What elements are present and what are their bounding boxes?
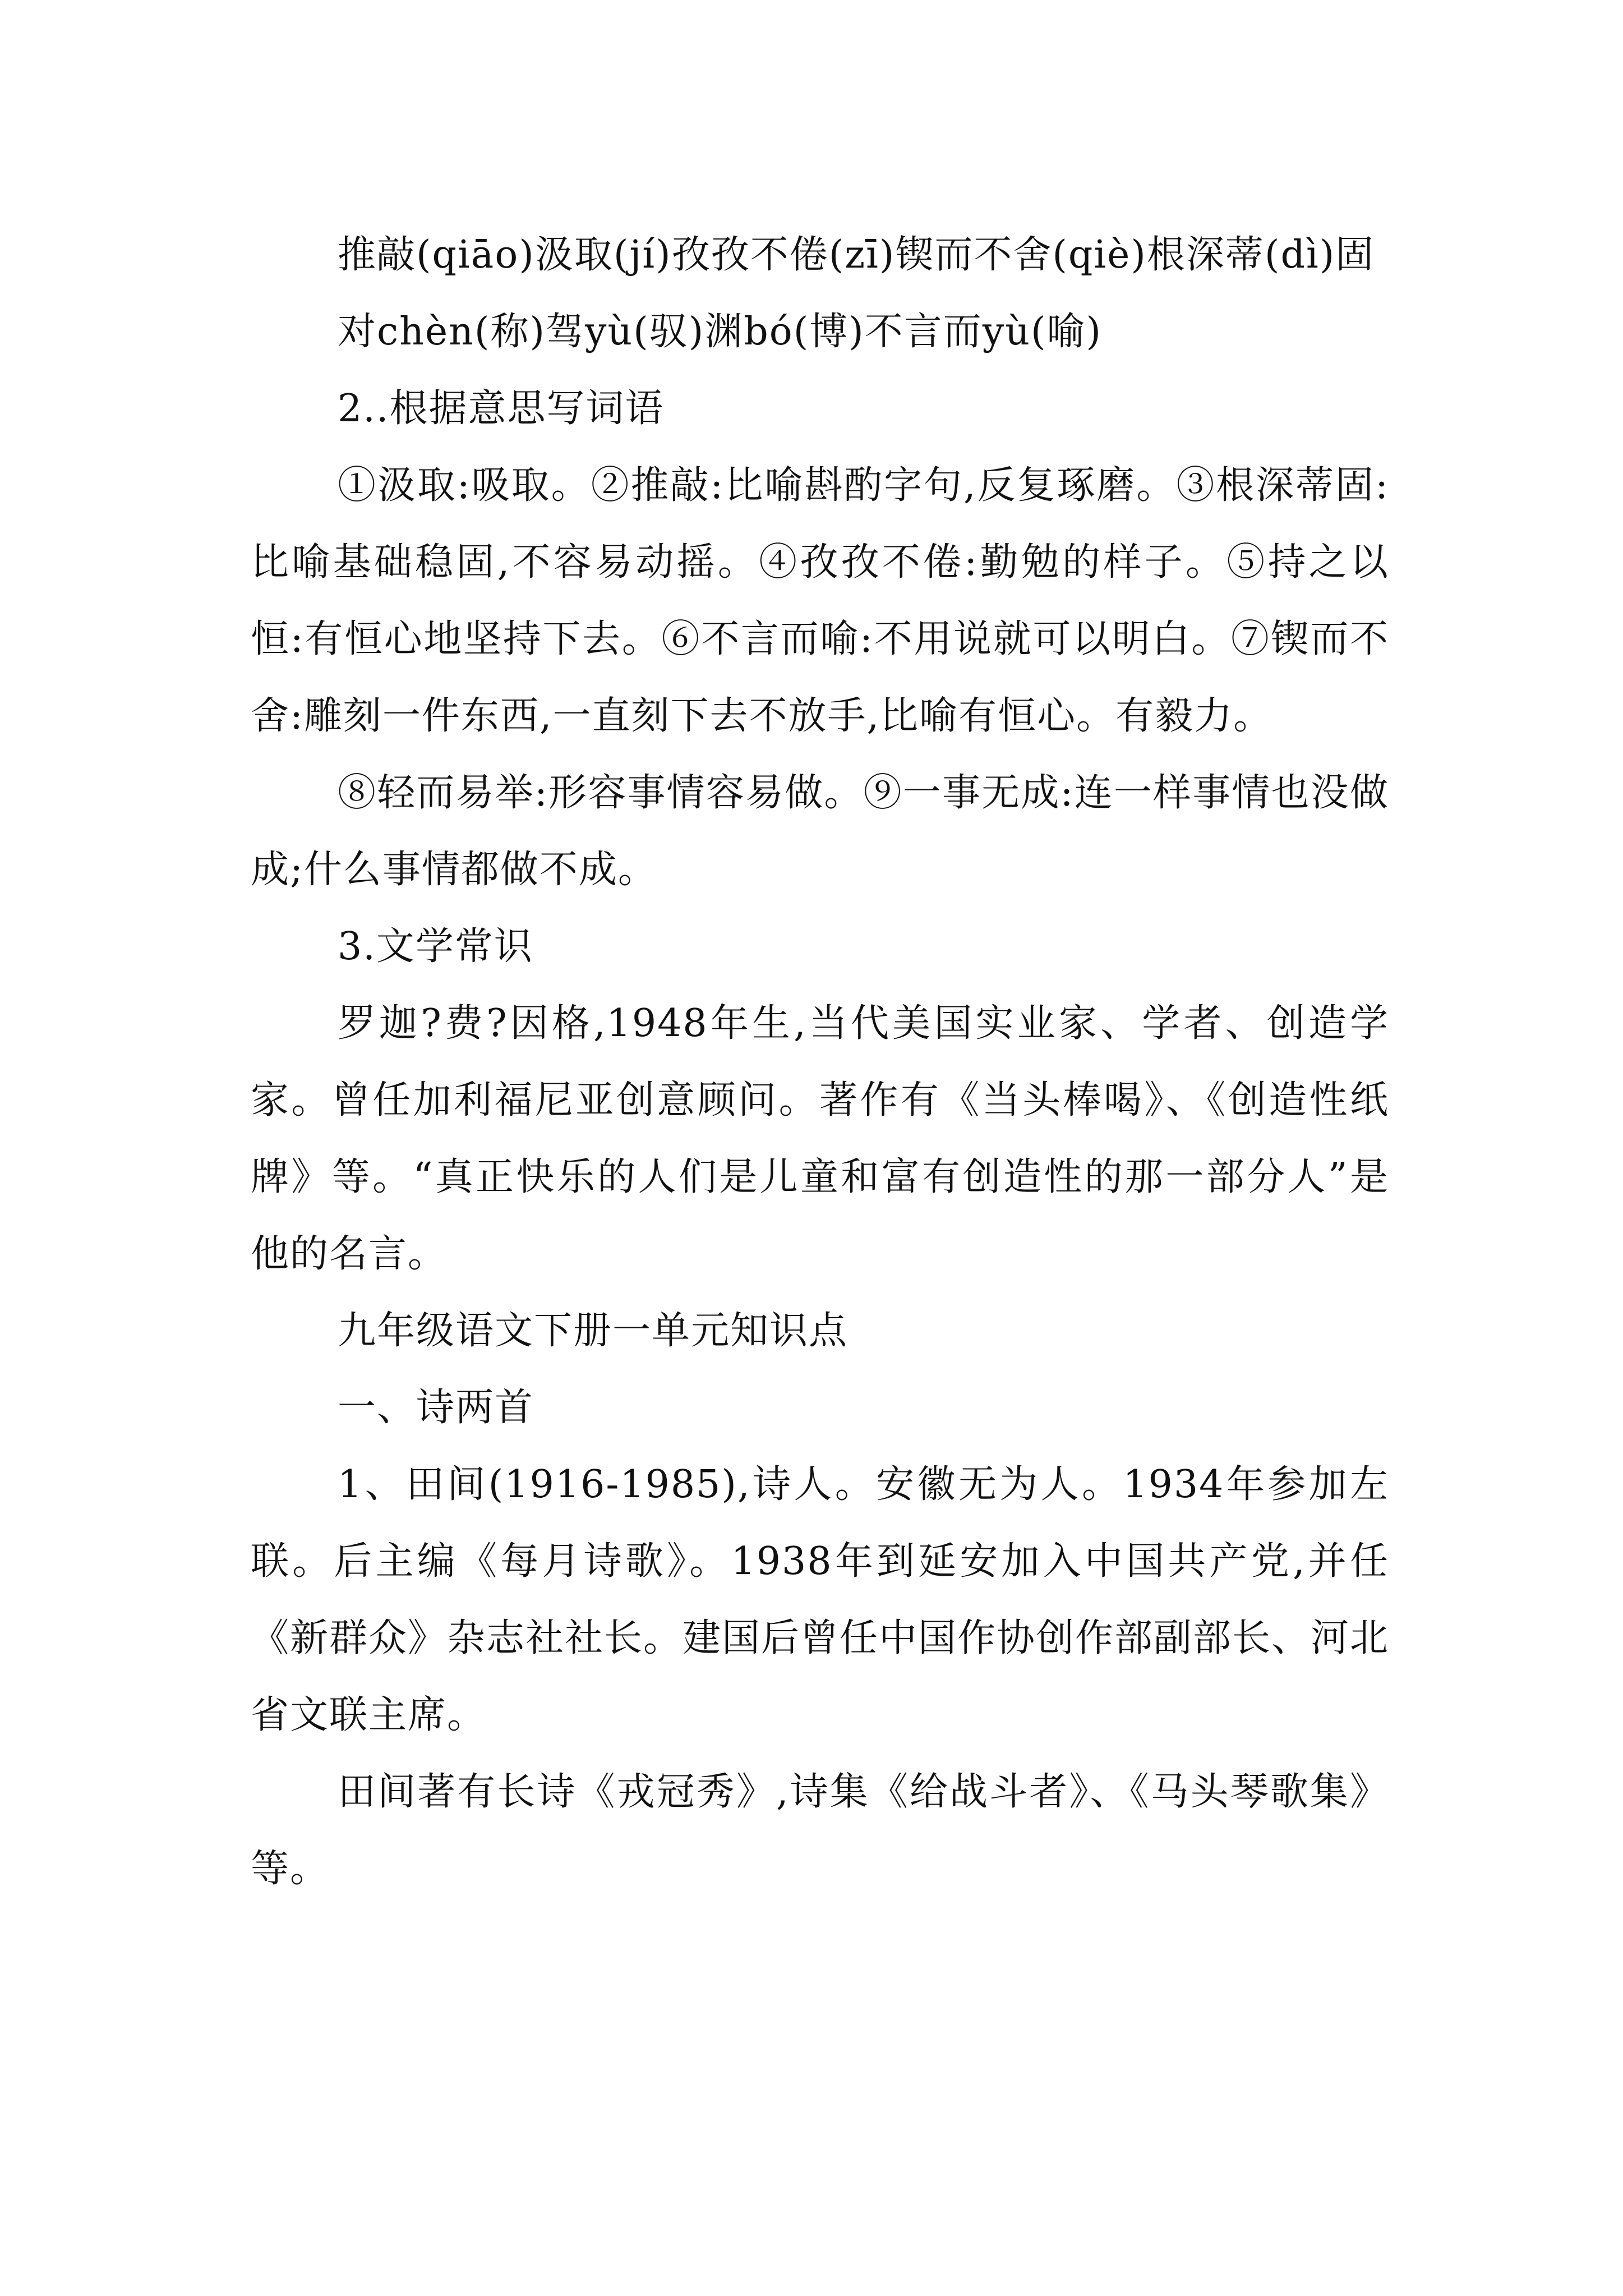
section-heading-words: 2..根据意思写词语 bbox=[338, 386, 665, 431]
paragraph-word-meanings-1: ①汲取:吸取。②推敲:比喻斟酌字句,反复琢磨。③根深蒂固:比喻基础稳固,不容易动摇。④孜孜不倦:勤勉的样子。⑤持之以恒:有恒心地坚持下去。⑥不言而喻:不用说就可以明白。⑦锲而不舍:雕刻一件东西,一直刻下去不放手,比喻有恒心。有毅力。 bbox=[251, 463, 1389, 738]
document-page bbox=[251, 217, 1389, 1907]
paragraph-word-meanings-2: ⑧轻而易举:形容事情容易做。⑨一事无成:连一样事情也没做成;什么事情都做不成。 bbox=[251, 771, 1389, 892]
paragraph-author-bio: 罗迦?费?因格,1948年生,当代美国实业家、学者、创造学家。曾任加利福尼亚创意顾问。著作有《当头棒喝》、《创造性纸牌》等。“真正快乐的人们是儿童和富有创造性的那一部分人”是他的名言。 bbox=[251, 1001, 1389, 1276]
paragraph-pronunciation-1: 推敲(qiāo)汲取(jí)孜孜不倦(zī)锲而不舍(qiè)根深蒂(dì)固 bbox=[338, 233, 1375, 277]
section-heading-literature: 3.文学常识 bbox=[338, 924, 533, 969]
paragraph-tianjian-works: 田间著有长诗《戎冠秀》,诗集《给战斗者》、《马头琴歌集》等。 bbox=[251, 1770, 1389, 1891]
paragraph-tianjian-bio: 1、田间(1916-1985),诗人。安徽无为人。1934年参加左联。后主编《每月诗歌》。1938年到延安加入中国共产党,并任《新群众》杂志社社长。建国后曾任中国作协创作部副部长、河北省文联主席。 bbox=[251, 1462, 1390, 1737]
paragraph-pronunciation-2: 对chèn(称)驾yù(驭)渊bó(博)不言而yù(喻) bbox=[338, 310, 1103, 354]
unit-heading: 九年级语文下册一单元知识点 bbox=[338, 1309, 849, 1353]
lesson-heading: 一、诗两首 bbox=[338, 1386, 534, 1430]
